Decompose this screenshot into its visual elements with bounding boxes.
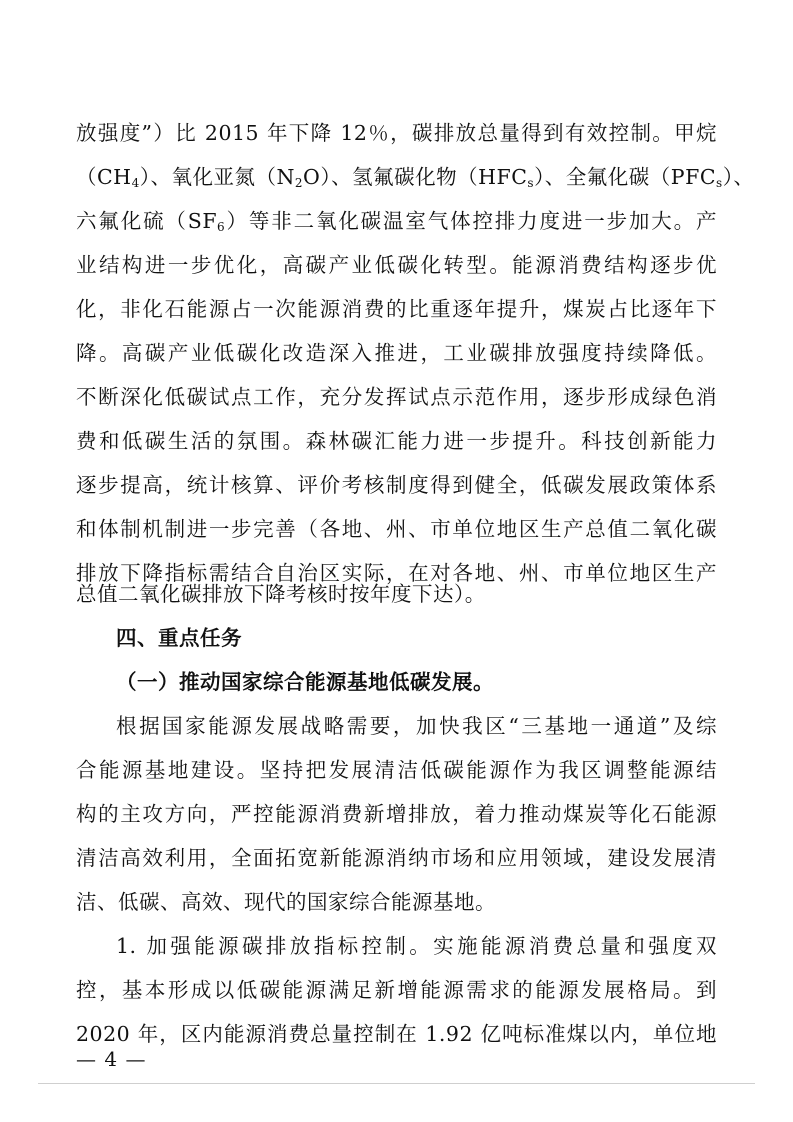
page-number: — 4 — bbox=[76, 1047, 147, 1071]
text-line: 不断深化低碳试点工作，充分发挥试点示范作用，逐步形成绿色消 bbox=[76, 385, 717, 409]
text-line: 和体制机制进一步完善（各地、州、市单位地区生产总值二氧化碳 bbox=[76, 517, 717, 541]
text-line: 六氟化硫$(SF_6)$等非二氧化碳温室气体控排力度进一步加大。产 bbox=[76, 209, 717, 234]
text-line: 构的主攻方向，严控能源消费新增排放，着力推动煤炭等化石能源 bbox=[76, 802, 717, 826]
subsection-heading: （一）推动国家综合能源基地低碳发展。 bbox=[116, 670, 494, 694]
text-line: 2020 年，区内能源消费总量控制在 1.92 亿吨标准煤以内，单位地 bbox=[76, 1022, 717, 1046]
text-line: 合能源基地建设。坚持把发展清洁低碳能源作为我区调整能源结 bbox=[76, 758, 717, 782]
text-line: 排放下降指标需结合自治区实际，在对各地、州、市单位地区生产 bbox=[76, 561, 717, 585]
text-line: 根据国家能源发展战略需要，加快我区“三基地一通道”及综 bbox=[116, 714, 717, 738]
footer-divider bbox=[38, 1083, 755, 1084]
text-line: 1. 加强能源碳排放指标控制。实施能源消费总量和强度双 bbox=[116, 934, 717, 958]
text-line: 业结构进一步优化，高碳产业低碳化转型。能源消费结构逐步优 bbox=[76, 253, 717, 277]
section-heading: 四、重点任务 bbox=[116, 626, 242, 650]
text-line: 清洁高效利用，全面拓宽新能源消纳市场和应用领域，建设发展清 bbox=[76, 846, 717, 870]
text-line: 化，非化石能源占一次能源消费的比重逐年提升，煤炭占比逐年下 bbox=[76, 297, 717, 321]
text-line: $(CH_4)$、氧化亚氮$(N_2O)$、氢氟碳化物$(HFC_s)$、全氟化碳$(PFC_s)$、 bbox=[76, 165, 755, 190]
text-line: 逐步提高，统计核算、评价考核制度得到健全，低碳发展政策体系 bbox=[76, 473, 717, 497]
text-line: 放强度”）比 2015 年下降 12％，碳排放总量得到有效控制。甲烷 bbox=[76, 121, 717, 145]
text-line: 降。高碳产业低碳化改造深入推进，工业碳排放强度持续降低。 bbox=[76, 341, 717, 365]
text-line: 总值二氧化碳排放下降考核时按年度下达）。 bbox=[76, 582, 486, 606]
text-line: 控，基本形成以低碳能源满足新增能源需求的能源发展格局。到 bbox=[76, 978, 717, 1002]
text-line: 洁、低碳、高效、现代的国家综合能源基地。 bbox=[76, 890, 496, 914]
text-line: 费和低碳生活的氛围。森林碳汇能力进一步提升。科技创新能力 bbox=[76, 429, 717, 453]
